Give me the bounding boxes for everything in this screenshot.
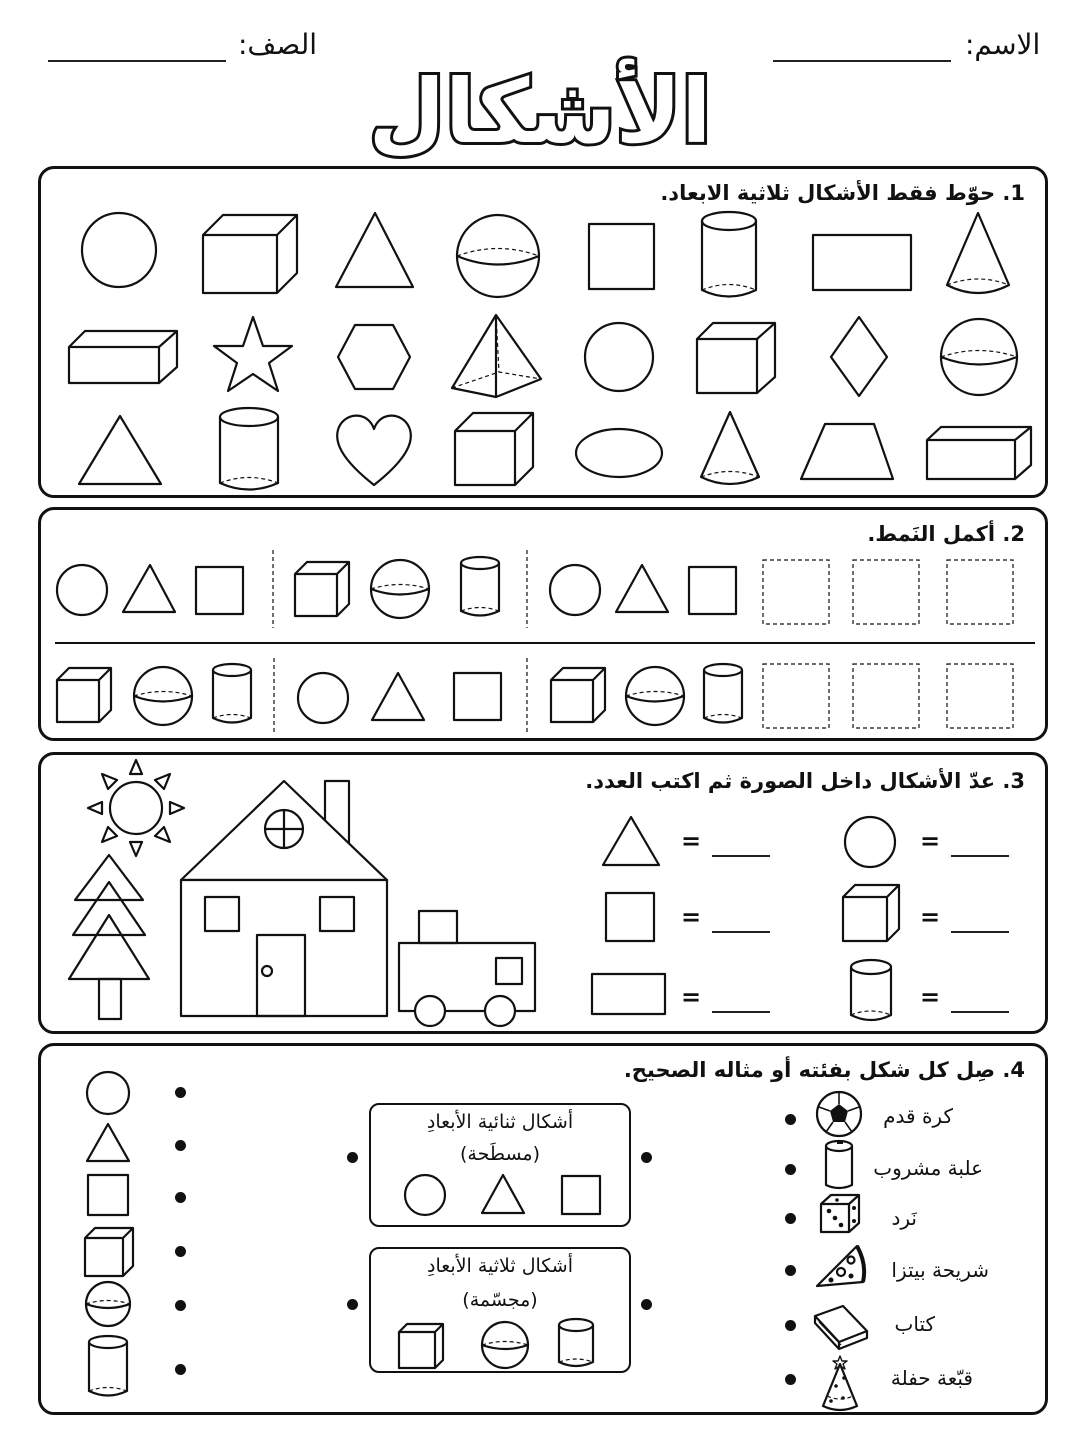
triangle-shape xyxy=(123,565,175,612)
answer-blank[interactable] xyxy=(712,1011,770,1013)
category-3d-title: أشكال ثلاثية الأبعادِ xyxy=(426,1255,574,1277)
item-label-book: كتاب xyxy=(894,1312,935,1336)
cube-shape[interactable] xyxy=(455,413,533,485)
answer-blank[interactable] xyxy=(712,855,770,857)
cylinder-shape[interactable] xyxy=(220,408,278,490)
cube-shape xyxy=(551,668,605,722)
triangle-shape xyxy=(603,817,659,865)
circle-shape xyxy=(405,1175,445,1215)
rectangle-shape xyxy=(592,974,665,1014)
connect-dot[interactable] xyxy=(175,1087,186,1098)
connect-dot[interactable] xyxy=(785,1164,796,1175)
rectangle-shape[interactable] xyxy=(813,235,911,290)
cone-shape[interactable] xyxy=(947,213,1009,293)
answer-box[interactable] xyxy=(763,664,829,728)
connect-dot[interactable] xyxy=(785,1320,796,1331)
cylinder-shape[interactable] xyxy=(702,212,756,297)
cone-shape[interactable] xyxy=(701,412,759,484)
cuboid-shape[interactable] xyxy=(69,331,177,383)
answer-blank[interactable] xyxy=(951,931,1009,933)
item-label-party-hat: قبّعة حفلة xyxy=(890,1366,973,1390)
connect-dot[interactable] xyxy=(785,1213,796,1224)
category-2d-box xyxy=(369,1103,631,1227)
answer-box[interactable] xyxy=(947,560,1013,624)
sphere-shape xyxy=(134,667,192,725)
question-2-panel xyxy=(38,507,1048,741)
star-shape[interactable] xyxy=(214,317,292,391)
tree-icon xyxy=(69,855,149,1019)
svg-text:الأشكال: الأشكال xyxy=(368,60,712,163)
triangle-shape[interactable] xyxy=(79,416,161,484)
cuboid-shape[interactable] xyxy=(927,427,1031,479)
answer-blank[interactable] xyxy=(712,931,770,933)
answer-blank[interactable] xyxy=(951,855,1009,857)
sphere-shape[interactable] xyxy=(941,319,1017,395)
circle-shape xyxy=(87,1072,129,1114)
circle-shape xyxy=(845,817,895,867)
category-2d-subtitle: (مسطَحة) xyxy=(460,1143,540,1165)
connect-dot[interactable] xyxy=(347,1299,358,1310)
connect-dot[interactable] xyxy=(175,1364,186,1375)
triangle-shape xyxy=(372,673,424,720)
cube-shape[interactable] xyxy=(697,323,775,393)
name-label: الاسم: xyxy=(965,28,1041,61)
dice-icon xyxy=(821,1195,859,1232)
trapezoid-shape[interactable] xyxy=(801,424,893,479)
item-label-pizza-slice: شريحة بيتزا xyxy=(891,1258,989,1282)
square-shape xyxy=(196,567,243,614)
question-1-panel xyxy=(38,166,1048,498)
category-2d-title: أشكال ثنائية الأبعادِ xyxy=(426,1111,574,1133)
triangle-shape xyxy=(87,1124,129,1161)
item-label-soda-can: علبة مشروب xyxy=(873,1156,983,1180)
connect-dot[interactable] xyxy=(175,1300,186,1311)
connect-dot[interactable] xyxy=(641,1152,652,1163)
cylinder-shape xyxy=(461,557,499,616)
answer-blank[interactable] xyxy=(951,1011,1009,1013)
circle-shape xyxy=(550,565,600,615)
connect-dot[interactable] xyxy=(641,1299,652,1310)
square-shape xyxy=(454,673,501,720)
cylinder-shape xyxy=(851,960,891,1020)
pyramid-shape[interactable] xyxy=(452,315,541,397)
triangle-shape xyxy=(616,565,668,612)
square-shape xyxy=(606,893,654,941)
category-3d-box xyxy=(369,1247,631,1373)
square-shape xyxy=(562,1176,600,1214)
item-label-soccer-ball: كرة قدم xyxy=(883,1104,953,1128)
answer-box[interactable] xyxy=(947,664,1013,728)
cube-shape xyxy=(85,1228,133,1276)
equals-sign: = xyxy=(681,983,702,1011)
soda-can-icon xyxy=(826,1141,852,1188)
item-label-dice: نَرد xyxy=(891,1206,917,1230)
question-1-label: 1. حوّط فقط الأشكال ثلاثية الابعاد. xyxy=(660,181,1025,205)
square-shape xyxy=(88,1175,128,1215)
circle-shape[interactable] xyxy=(585,323,653,391)
answer-box[interactable] xyxy=(853,664,919,728)
sphere-shape xyxy=(371,560,429,618)
circle-shape xyxy=(298,673,348,723)
circle-shape[interactable] xyxy=(82,213,156,287)
name-field[interactable] xyxy=(773,60,951,62)
cylinder-shape xyxy=(213,664,251,723)
circle-shape xyxy=(57,565,107,615)
pizza-slice-icon xyxy=(817,1246,864,1286)
question-2-label: 2. أكمل النَمط. xyxy=(867,522,1025,546)
cylinder-shape xyxy=(89,1336,127,1396)
connect-dot[interactable] xyxy=(785,1265,796,1276)
answer-box[interactable] xyxy=(763,560,829,624)
equals-sign: = xyxy=(681,903,702,931)
sphere-shape xyxy=(626,667,684,725)
cube-shape xyxy=(843,885,899,941)
equals-sign: = xyxy=(920,827,941,855)
equals-sign: = xyxy=(681,827,702,855)
cube-shape xyxy=(295,562,349,616)
question-3-label: 3. عدّ الأشكال داخل الصورة ثم اكتب العدد. xyxy=(585,769,1025,793)
connect-dot[interactable] xyxy=(175,1140,186,1151)
class-field[interactable] xyxy=(48,60,226,62)
cube-shape xyxy=(399,1324,443,1368)
triangle-shape xyxy=(482,1175,524,1213)
cube-shape[interactable] xyxy=(203,215,297,293)
square-shape[interactable] xyxy=(589,224,654,289)
class-label: الصف: xyxy=(238,28,318,61)
sphere-shape[interactable] xyxy=(457,215,539,297)
connect-dot[interactable] xyxy=(785,1114,796,1125)
page-title xyxy=(330,52,750,170)
connect-dot[interactable] xyxy=(175,1246,186,1257)
cylinder-shape xyxy=(704,664,742,723)
hexagon-shape[interactable] xyxy=(338,325,410,389)
equals-sign: = xyxy=(920,903,941,931)
sphere-shape xyxy=(482,1322,528,1368)
triangle-shape[interactable] xyxy=(336,213,413,287)
sun-icon xyxy=(88,760,184,856)
connect-dot[interactable] xyxy=(175,1192,186,1203)
soccer-ball-icon xyxy=(817,1092,861,1136)
question-4-label: 4. صِل كل شكل بفئته أو مثاله الصحيح. xyxy=(623,1058,1025,1082)
truck-icon xyxy=(399,911,535,1026)
category-3d-subtitle: (مجسّمة) xyxy=(462,1289,538,1311)
square-shape xyxy=(689,567,736,614)
equals-sign: = xyxy=(920,983,941,1011)
house-icon xyxy=(181,781,387,1016)
sphere-shape xyxy=(86,1282,130,1326)
cylinder-shape xyxy=(559,1319,593,1366)
rhombus-shape[interactable] xyxy=(831,317,887,396)
connect-dot[interactable] xyxy=(785,1374,796,1385)
question-3-panel xyxy=(38,752,1048,1034)
question-4-panel xyxy=(38,1043,1048,1415)
heart-shape[interactable] xyxy=(337,416,411,485)
book-icon xyxy=(815,1306,867,1349)
answer-box[interactable] xyxy=(853,560,919,624)
house-scene xyxy=(41,755,561,1031)
ellipse-shape[interactable] xyxy=(576,429,662,477)
party-hat-icon xyxy=(823,1356,857,1410)
connect-dot[interactable] xyxy=(347,1152,358,1163)
cube-shape xyxy=(57,668,111,722)
